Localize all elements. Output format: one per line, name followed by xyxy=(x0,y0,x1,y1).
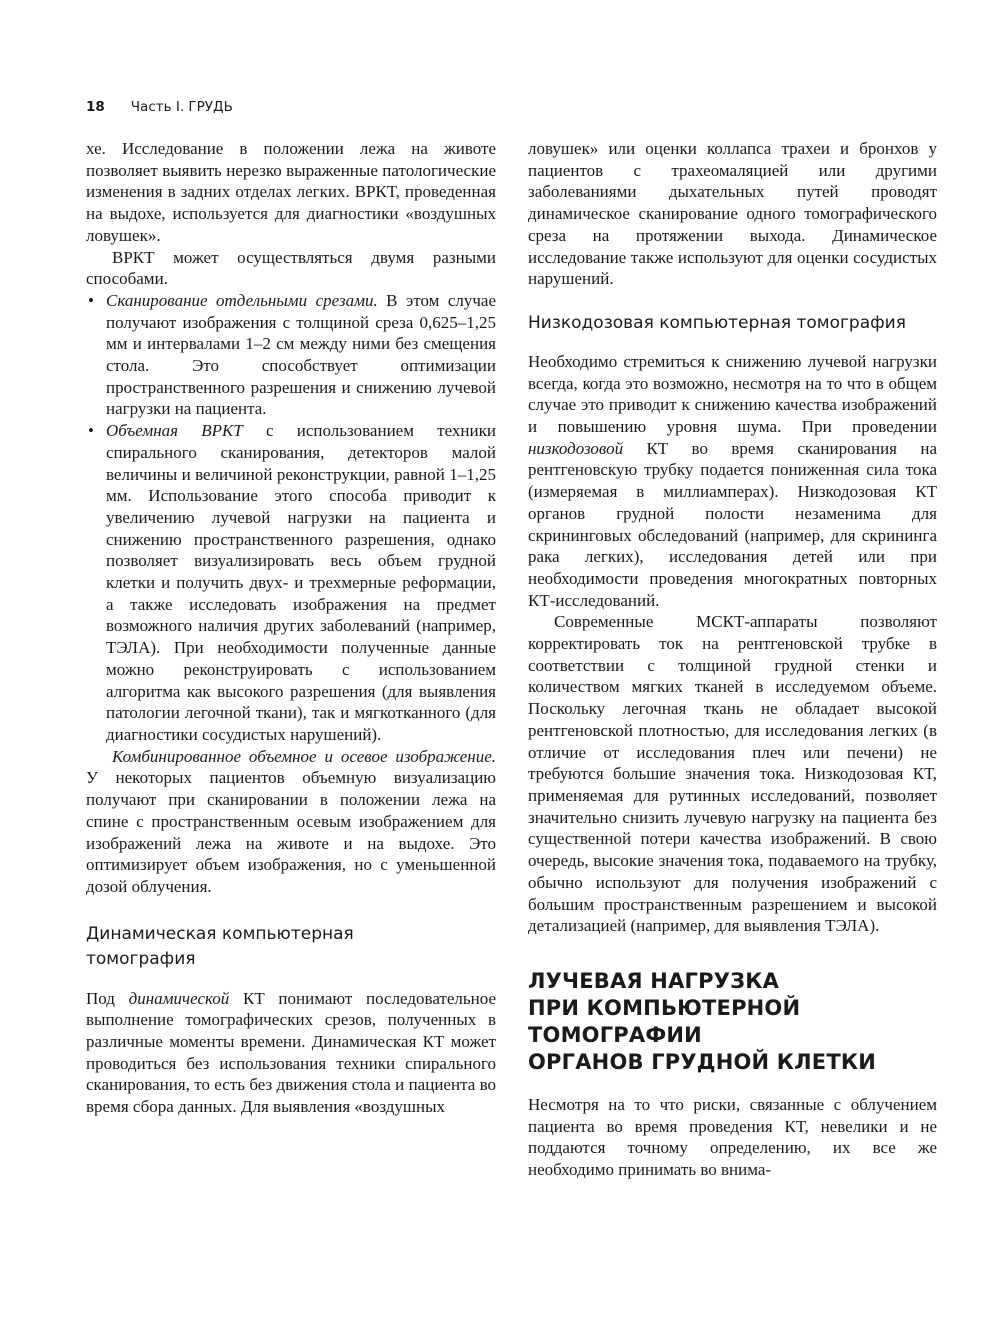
right-column xyxy=(528,138,937,1181)
heading-line: Динамическая компьютерная xyxy=(86,923,354,944)
section-heading-low-dose-ct: Низкодозовая компьютерная томография xyxy=(528,312,906,333)
part-title: Часть I. ГРУДЬ xyxy=(130,99,233,115)
paragraph xyxy=(86,746,496,898)
heading-line: ОРГАНОВ ГРУДНОЙ КЛЕТКИ xyxy=(528,1049,877,1074)
bullet-lead: Объемная ВРКТ xyxy=(106,421,243,441)
paragraph-text: Необходимо стремиться к снижению лучевой нагрузки всегда, когда это возможно, несмотря на то что в общем случае это приводит к снижению качества изображений и повышению уровня шума. При проведении xyxy=(528,351,937,437)
emphasis: низкодозовой xyxy=(528,438,624,458)
paragraph: ловушек» или оценки коллапса трахеи и бронхов у пациентов с трахеомаляцией или другими заболеваниями дыхательных путей проводят динамическое сканирование одного томографического среза на протяжении выхода. Динамическое исследование также используют для оценки сосудистых нарушений. xyxy=(528,139,937,289)
paragraph: Современные МСКТ-аппараты позволяют корректировать ток на рентгеновской трубке в соответствии с толщиной грудной стенки и количеством мягких тканей в исследуемом объеме. Поскольку легочная ткань не обладает высокой рентгеновской плотностью, для исследования легких (в отличие от исследования плеч или печени) не требуются большие значения тока. Низкодозовая КТ, применяемая для рутинных исследований, позволяет значительно снизить лучевую нагрузку на пациента без существенной потери качества изображений. В свою очередь, высокие значения тока, подаваемого на трубку, обычно используют для получения изображений с большим пространственным разрешением и высокой детализацией (например, для выявления ТЭЛА). xyxy=(528,612,937,936)
section-heading-dynamic-ct xyxy=(86,922,496,972)
list-item xyxy=(86,290,496,420)
running-head xyxy=(86,99,233,115)
paragraph-lead: Комбинированное объемное и осевое изображение. xyxy=(112,746,496,766)
paragraph xyxy=(528,351,937,611)
paragraph-text: КТ во время сканирования на рентгеновскую трубку подается пониженная сила тока (измеряемая в миллиамперах). Низкодозовая КТ органов грудной полости незаменима для скрининговых обследований (например, для скрининга рака легких), исследования детей или при необходимости проведения многократных повторных КТ-исследований. xyxy=(528,438,937,610)
page-number: 18 xyxy=(86,99,105,115)
heading-line: ЛУЧЕВАЯ НАГРУЗКА xyxy=(528,968,780,993)
paragraph-text: КТ понимают последовательное выполнение томографических срезов, полученных в различные моменты времени. Динамическая КТ может проводиться без использования техники спирального сканирования, то есть без движения стола и пациента во время сбора данных. Для выявления «воздушных xyxy=(86,988,496,1117)
chapter-heading-radiation-dose xyxy=(528,968,937,1076)
heading-line: ПРИ КОМПЬЮТЕРНОЙ ТОМОГРАФИИ xyxy=(528,995,801,1047)
bullet-text: с использованием техники спирального сканирования, детекторов малой величины и величиной реконструкции, равной 1–1,25 мм. Использование этого способа приводит к увеличению лучевой нагрузки на пациента и снижению пространственного разрешения, однако позволяет визуализировать весь объем грудной клетки и получить двух- и трехмерные реформации, а также исследовать изображения на предмет возможного наличия других заболеваний (например, ТЭЛА). При необходимости полученные данные можно реконструировать с использованием алгоритма как высокого разрешения (для выявления патологии легочной ткани), так и мягкотканного (для диагностики сосудистых нарушений). xyxy=(106,421,496,744)
heading-line: томография xyxy=(86,948,196,969)
bullet-lead: Сканирование отдельными срезами. xyxy=(106,290,378,310)
paragraph xyxy=(86,988,496,1118)
paragraph: Несмотря на то что риски, связанные с облучением пациента во время проведения КТ, невелики и не поддаются точному определению, их все же необходимо принимать во внима- xyxy=(528,1094,937,1180)
bullet-text: В этом случае получают изображения с толщиной среза 0,625–1,25 мм и интервалами 1–2 см между ними без смещения стола. Это способствует оптимизации пространственного разрешения и снижению лучевой нагрузки на пациента. xyxy=(106,290,496,419)
emphasis: динамической xyxy=(128,988,230,1008)
left-column xyxy=(86,138,496,1118)
paragraph: хе. Исследование в положении лежа на животе позволяет выявить нерезко выраженные патологические изменения в задних отделах легких. ВРКТ, проведенная на выдохе, используется для диагностики «воздушных ловушек». xyxy=(86,139,496,245)
bullet-list xyxy=(86,290,496,746)
paragraph: ВРКТ может осуществляться двумя разными способами. xyxy=(86,247,496,289)
paragraph-text: У некоторых пациентов объемную визуализацию получают при сканировании в положении лежа на спине с пространственным осевым изображением для изображений лежа на животе и на выдохе. Это оптимизирует объем изображения, но с уменьшенной дозой облучения. xyxy=(86,768,496,896)
list-item xyxy=(86,420,496,746)
paragraph-text: Под xyxy=(86,988,129,1008)
